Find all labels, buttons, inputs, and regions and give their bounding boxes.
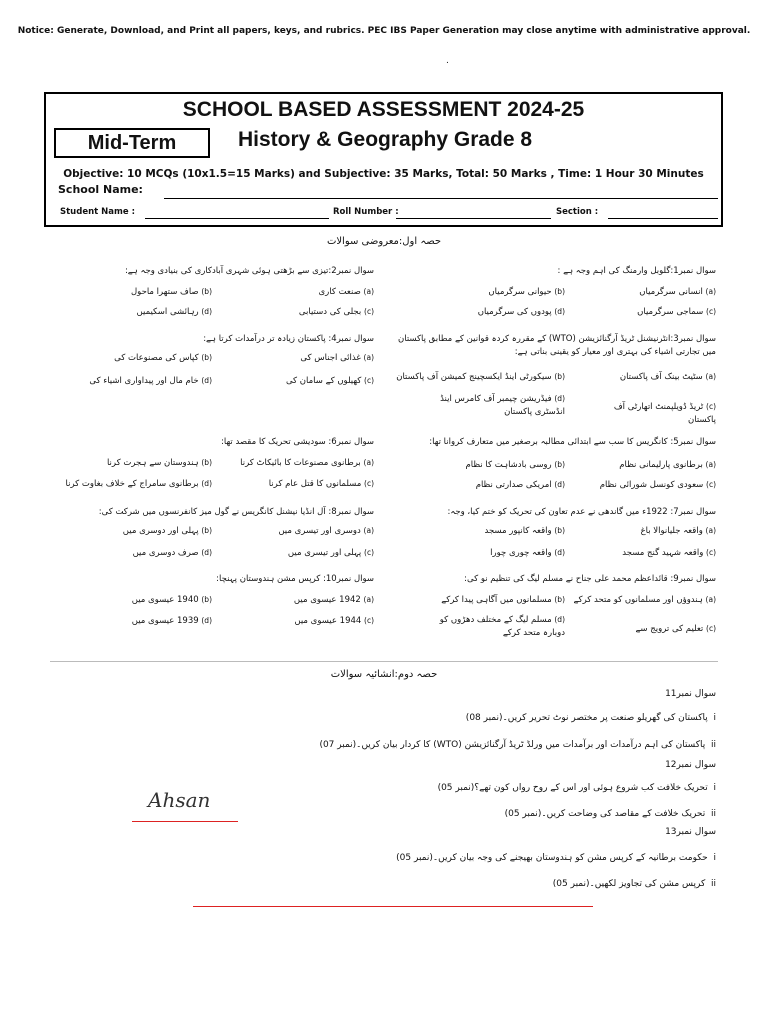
part2-title: حصہ دوم:انشائیہ سوالات [330,669,438,680]
signature-underline [132,821,238,822]
red-annotation-line [193,906,593,907]
mcq-4-question: سوال نمبر4: پاکستان زیادہ تر درآمدات کرتا ہے: [203,334,374,344]
mcq-8-option-d: (d) صرف دوسری میں [132,548,212,558]
mcq-10-option-d: (d) 1939 عیسوی میں [131,616,212,626]
mcq-3-option-c: (c) ٹریڈ ڈویلپمنٹ اتھارٹی آف پاکستان [613,402,716,425]
school-name-line [164,198,718,199]
mcq-3-option-a: (a) سٹیٹ بینک آف پاکستان [619,372,716,382]
mcq-8-option-a: (a) دوسری اور تیسری میں [278,526,374,536]
section-divider [50,661,718,662]
term-box: Mid-Term [54,128,210,158]
mcq-5-option-a: (a) برطانوی پارلیمانی نظام [619,460,716,470]
objective-info: Objective: 10 MCQs (10x1.5=15 Marks) and Subjective: 35 Marks, Total: 50 Marks , Time: 1 Hour 30 Minutes [63,168,704,180]
mcq-9-option-d: (d) مسلم لیگ کے مختلف دھڑوں کو دوبارہ متحد کرکے [439,615,565,638]
subject-title: History & Geography Grade 8 [238,128,533,151]
mcq-6-option-b: (b) ہندوستان سے ہجرت کرنا [106,458,212,468]
mcq-5-option-b: (b) روسی بادشاہت کا نظام [465,460,565,470]
student-name-label: Student Name : [60,207,135,217]
mcq-8-option-c: (c) پہلی اور تیسری میں [287,548,374,558]
mcq-2-option-a: (a) صنعت کاری [318,287,374,297]
mcq-10-question: سوال نمبر10: کرپس مشن ہندوستان پہنچا: [216,574,374,584]
mcq-2-option-c: (c) بجلی کی دستیابی [298,307,374,317]
part1-title: حصہ اول:معروضی سوالات [326,236,442,247]
mcq-4-option-c: (c) کھیلوں کے سامان کی [285,376,374,386]
exam-title: SCHOOL BASED ASSESSMENT 2024-25 [182,98,585,121]
q11-part-ii: ii پاکستان کی اہم درآمدات اور برآمدات میں ورلڈ ٹریڈ آرگنائزیشن (WTO) کا کردار بیان کریں۔(نمبر 07) [319,740,716,750]
section-label: Section : [556,207,599,217]
mcq-4-option-b: (b) کپاس کی مصنوعات کی [114,353,212,363]
mcq-9-question: سوال نمبر9: قائداعظم محمد علی جناح نے مسلم لیگ کی تنظیم نو کی: [464,574,716,584]
mcq-10-option-c: (c) 1944 عیسوی میں [294,616,374,626]
roll-number-label: Roll Number : [333,207,399,217]
mcq-5-question: سوال نمبر5: کانگریس کا سب سے ابتدائی مطالبہ برصغیر میں متعارف کروانا تھا: [429,437,716,447]
mcq-2-question: سوال نمبر2:تیزی سے بڑھتی ہوئی شہری آبادکاری کی بنیادی وجہ ہے: [124,266,374,276]
mcq-5-option-c: (c) سعودی کونسل شورائی نظام [599,480,716,490]
q13-label: سوال نمبر13 [665,827,716,837]
q12-part-ii: ii تحریک خلافت کے مقاصد کی وضاحت کریں۔(نمبر 05) [504,809,716,819]
mcq-6-option-c: (c) مسلمانوں کا قتل عام کرنا [268,479,374,489]
q13-part-i: i حکومت برطانیہ کے کرپس مشن کو ہندوستان بھیجنے کی وجہ بیان کریں۔(نمبر 05) [396,853,716,863]
q11-part-i: i پاکستان کی گھریلو صنعت پر مختصر نوٹ تحریر کریں۔(نمبر 08) [465,713,716,723]
mcq-7-question: سوال نمبر7: 1922ء میں گاندھی نے عدم تعاون کی تحریک کو ختم کیا، وجہ: [447,507,716,517]
mcq-10-option-a: (a) 1942 عیسوی میں [293,595,374,605]
q12-part-i: i تحریک خلافت کب شروع ہوئی اور اس کے روح رواں کون تھے؟(نمبر 05) [437,783,716,793]
mcq-8-option-b: (b) پہلی اور دوسری میں [122,526,212,536]
mcq-5-option-d: (d) امریکی صدارتی نظام [475,480,565,490]
mcq-7-option-c: (c) واقعہ شہید گنج مسجد [622,548,716,558]
mcq-6-option-a: (a) برطانوی مصنوعات کا بائیکاٹ کرنا [240,458,374,468]
mcq-3-option-b: (b) سیکورٹی اینڈ ایکسچینج کمیشن آف پاکستان [396,372,565,382]
mcq-1-question: سوال نمبر1:گلوبل وارمنگ کی اہم وجہ ہے : [557,266,716,276]
mcq-2-option-b: (b) صاف ستھرا ماحول [131,287,212,297]
school-name-label: School Name: [58,183,143,196]
handwritten-signature: Ahsan [148,788,211,812]
mcq-4-option-a: (a) غذائی اجناس کی [300,353,374,363]
mcq-2-option-d: (d) رہائشی اسکیمیں [136,307,212,317]
mcq-9-option-b: (b) مسلمانوں میں آگاہی پیدا کرکے [441,595,565,605]
mcq-4-option-d: (d) خام مال اور پیداواری اشیاء کی [89,376,212,386]
mcq-6-question: سوال نمبر6: سودیشی تحریک کا مقصد تھا: [221,437,374,447]
notice-banner: Notice: Generate, Download, and Print all papers, keys, and rubrics. PEC IBS Paper Generation may close anytime with administrative approval. [17,26,751,36]
mcq-3-question: سوال نمبر3:انٹرنیشنل ٹریڈ آرگنائزیشن (WTO) کے مقررہ کردہ قوانین کے مطابق پاکستان میں تجارتی اشیاء کی بہتری اور معیار کو یقینی بناتی ہے: [397,334,716,357]
q12-label: سوال نمبر12 [665,760,716,770]
mcq-1-option-a: (a) انسانی سرگرمیاں [639,287,716,297]
mcq-9-option-c: (c) تعلیم کی ترویج سے [635,624,716,634]
mcq-7-option-a: (a) واقعہ جلیانوالا باغ [640,526,716,536]
mcq-7-option-d: (d) واقعہ چوری چورا [490,548,565,558]
mcq-3-option-d: (d) فیڈریشن چیمبر آف کامرس اینڈ انڈسٹری پاکستان [440,394,565,417]
q13-part-ii: ii کرپس مشن کی تجاویز لکھیں۔(نمبر 05) [552,879,716,889]
mcq-7-option-b: (b) واقعہ کانپور مسجد [484,526,565,536]
mcq-1-option-b: (b) حیوانی سرگرمیاں [488,287,565,297]
roll-number-line [396,218,551,219]
section-line [608,218,718,219]
q11-label: سوال نمبر11 [665,689,716,699]
mcq-1-option-c: (c) سماجی سرگرمیاں [637,307,716,317]
exam-header [44,92,723,227]
notice-dot: . [446,56,449,66]
mcq-10-option-b: (b) 1940 عیسوی میں [131,595,212,605]
student-name-line [145,218,329,219]
mcq-9-option-a: (a) ہندوؤں اور مسلمانوں کو متحد کرکے [573,595,716,605]
mcq-1-option-d: (d) پودوں کی سرگرمیاں [477,307,565,317]
mcq-6-option-d: (d) برطانوی سامراج کے خلاف بغاوت کرنا [65,479,212,489]
mcq-8-question: سوال نمبر8: آل انڈیا نیشنل کانگریس نے گول میز کانفرنسوں میں شرکت کی: [98,507,374,517]
